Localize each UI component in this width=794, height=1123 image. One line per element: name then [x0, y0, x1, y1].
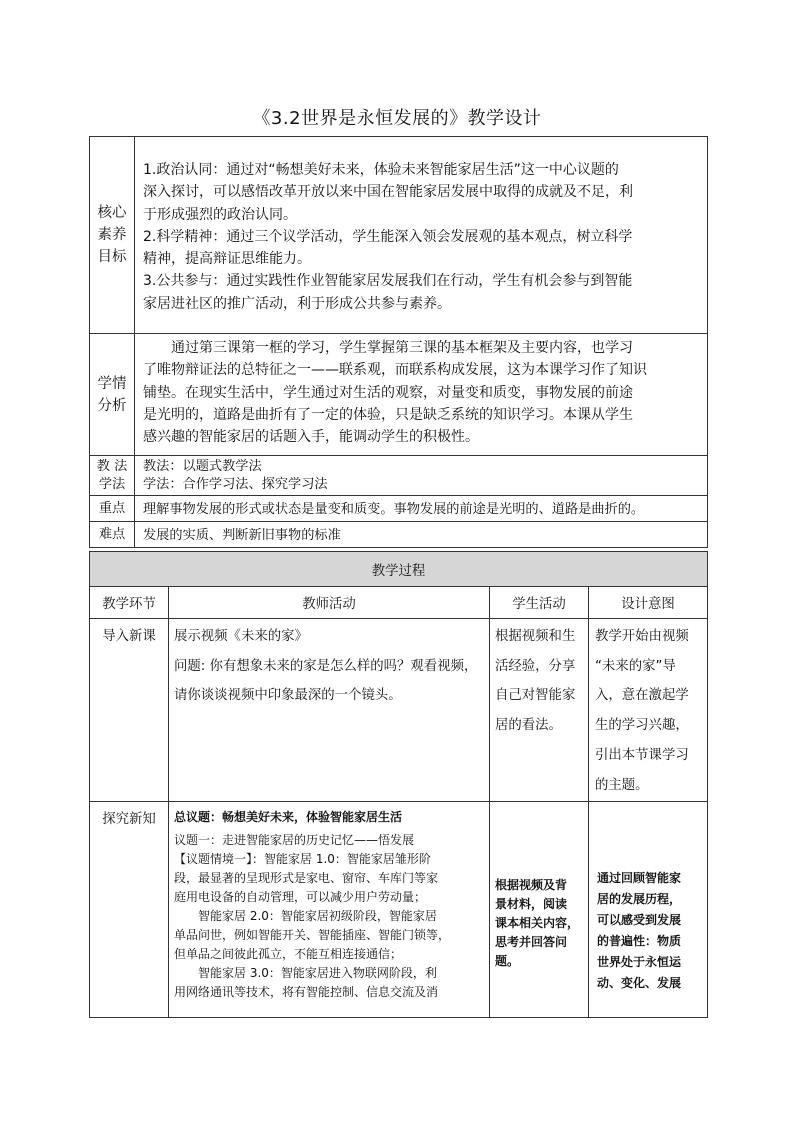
- page-title: 《3.2世界是永恒发展的》教学设计: [252, 108, 542, 129]
- goals-row: [90, 137, 708, 334]
- keypoints-label: 重点: [90, 496, 135, 522]
- info-table: [89, 136, 708, 548]
- header-stage: 教学环节: [90, 587, 169, 619]
- goals-content: 1.政治认同：通过对“畅想美好未来，体验未来智能家居生活”这一中心议题的 深入探讨，可以感悟改革开放以来中国在智能家居发展中取得的成就及不足，利 于形成强烈的政治认同。 2.科学精神：通过三个议学活动，学生能深入领会发展观的基本观点，树立科学 精神，提高辩证思维能力。 3.公共参与：通过实践性作业智能家居发展我们在行动，学生有机会参与到智能 家居进社区的推广活动，利于形成公共参与素养。: [135, 137, 708, 334]
- explore-teacher: 总议题：畅想美好未来，体验智能家居生活 议题一：走进智能家居的历史记忆——悟发展 【议题情境一】：智能家居 1.0：智能家居雏形阶 段，最显著的呈现形式是家电、窗帘、车库门等家 庭用电设备的自动管理，可以减少用户劳动量； 智能家居 2.0：智能家居初级阶段，智能家居 单品问世，例如智能开关、智能插座、智能门锁等， 但单品之间彼此孤立，不能互相连接通信； 智能家居 3.0：智能家居进入物联网阶段，利 用网络通讯等技术，将有智能控制、信息交流及消: [169, 802, 490, 1018]
- analysis-row: [90, 334, 708, 456]
- analysis-label: 学情 分析: [90, 334, 135, 456]
- process-band: 教学过程: [90, 552, 708, 587]
- header-teacher: 教师活动: [169, 587, 490, 619]
- explore-intent: 通过回顾智能家 居的发展历程， 可以感受到发展 的普遍性：物质 世界处于永恒运 动、变化、发展: [589, 802, 708, 1018]
- process-header-row: [90, 587, 708, 619]
- methods-content: 教法：以题式教学法 学法：合作学习法、探究学习法: [135, 456, 708, 496]
- header-student: 学生活动: [490, 587, 589, 619]
- intro-student: 根据视频和生 活经验，分享 自己对智能家 居的看法。: [490, 619, 589, 802]
- difficulty-label: 难点: [90, 522, 135, 548]
- intro-row: [90, 619, 708, 802]
- intro-teacher: 展示视频《未来的家》 问题: 你有想象未来的家是怎么样的吗？观看视频， 请你谈谈视频中印象最深的一个镜头。: [169, 619, 490, 802]
- process-band-row: [90, 552, 708, 587]
- keypoints-content: 理解事物发展的形式或状态是量变和质变。事物发展的前途是光明的、道路是曲折的。: [135, 496, 708, 522]
- keypoints-row: [90, 496, 708, 522]
- difficulty-row: [90, 522, 708, 548]
- explore-row: [90, 802, 708, 1018]
- process-table: [89, 551, 708, 1018]
- goals-label: 核心 素养 目标: [90, 137, 135, 334]
- header-intent: 设计意图: [589, 587, 708, 619]
- difficulty-content: 发展的实质、判断新旧事物的标准: [135, 522, 708, 548]
- explore-stage: 探究新知: [90, 802, 169, 1018]
- methods-label: 教 法 学法: [90, 456, 135, 496]
- intro-stage: 导入新课: [90, 619, 169, 802]
- explore-student: 根据视频及背 景材料，阅读 课本相关内容， 思考并回答问 题。: [490, 802, 589, 1018]
- intro-intent: 教学开始由视频 “未来的家”导 入，意在激起学 生的学习兴趣， 引出本节课学习 的主题。: [589, 619, 708, 802]
- methods-row: [90, 456, 708, 496]
- analysis-content: 通过第三课第一框的学习，学生掌握第三课的基本框架及主要内容，也学习 了唯物辩证法的总特征之一——联系观，而联系构成发展，这为本课学习作了知识 铺垫。在现实生活中，学生通过对生活的观察，对量变和质变，事物发展的前途 是光明的，道路是曲折有了一定的体验，只是缺乏系统的知识学习。本课从学生 感兴趣的智能家居的话题入手，能调动学生的积极性。: [135, 334, 708, 456]
